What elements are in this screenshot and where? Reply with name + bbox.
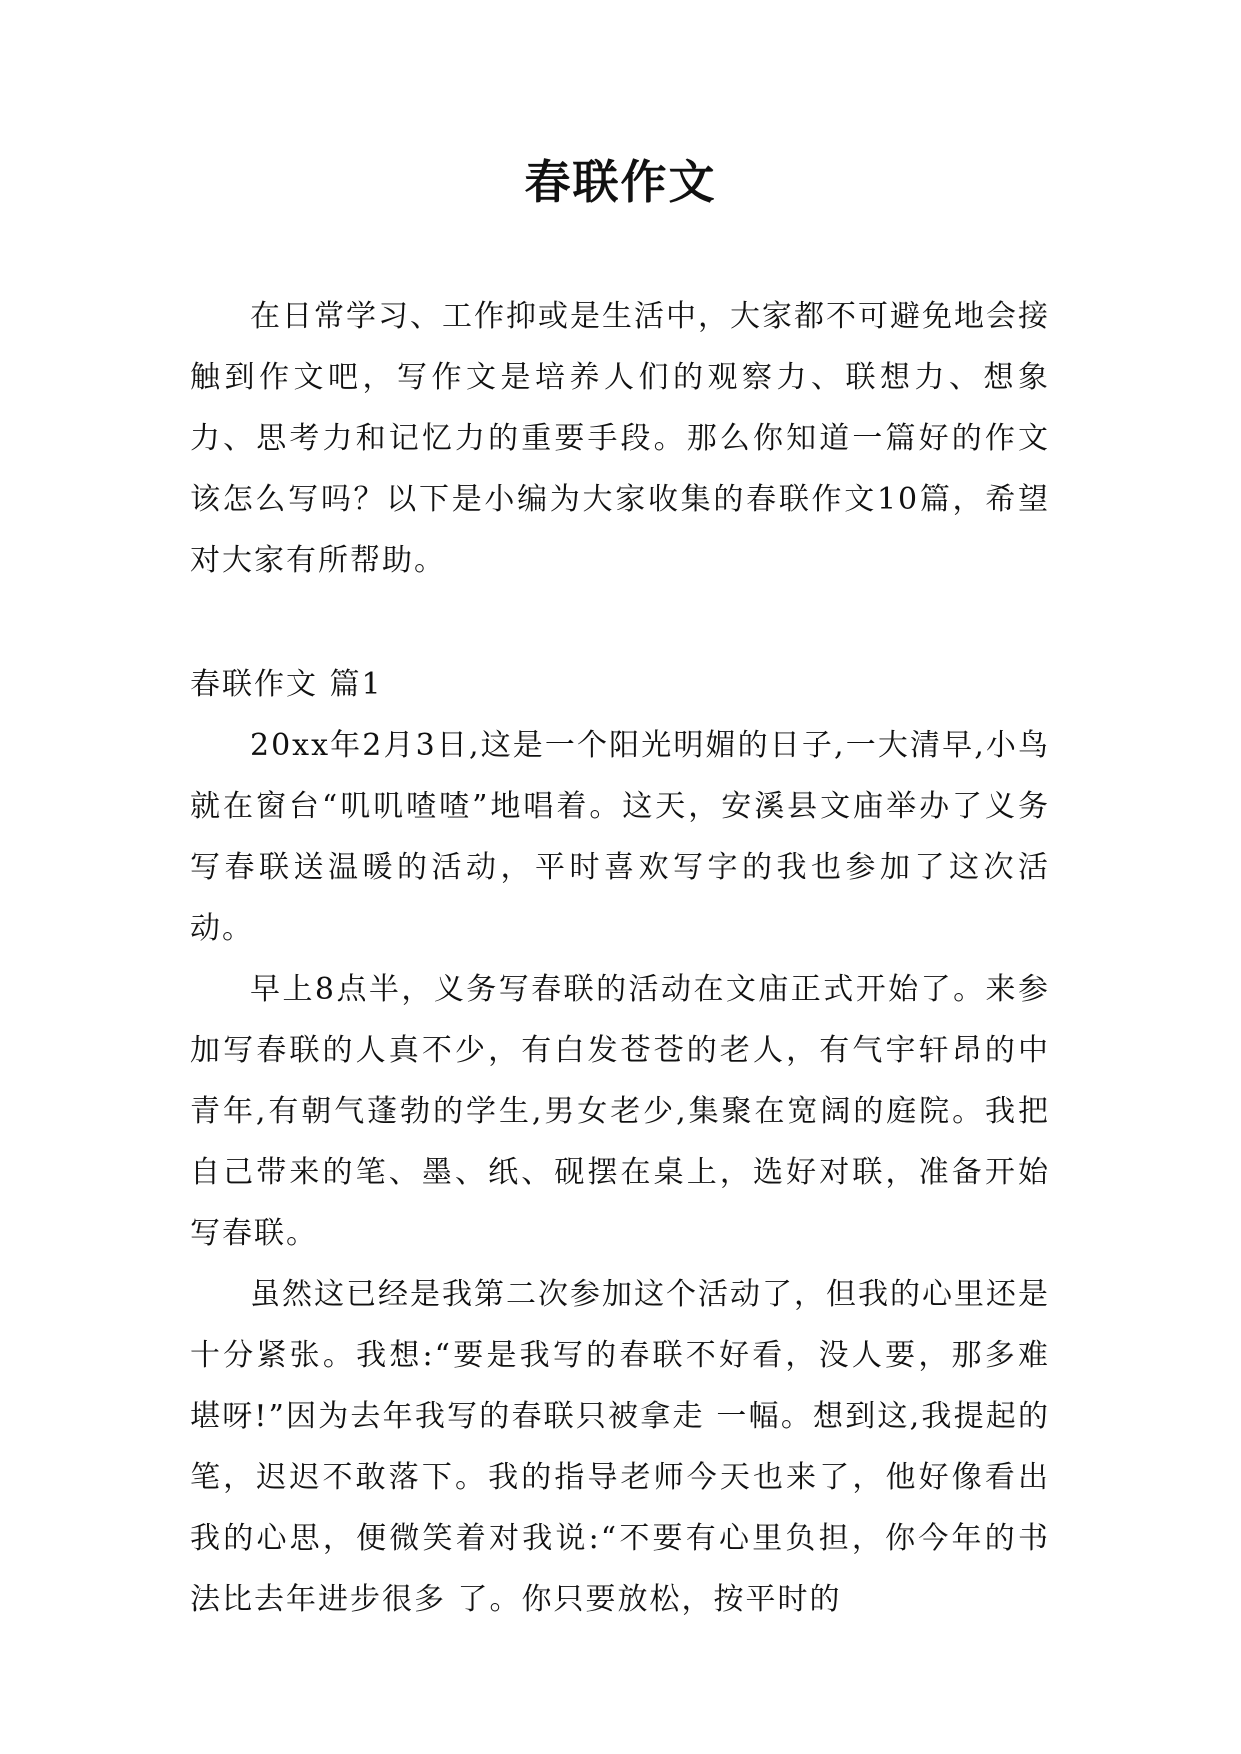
document-title: 春联作文 xyxy=(524,155,717,209)
document-body xyxy=(190,286,1050,1630)
body-paragraph-3: 虽然这已经是我第二次参加这个活动了，但我的心里还是十分紧张。我想:“要是我写的春联不好看，没人要，那多难堪呀!”因为去年我写的春联只被拿走 一幅。想到这,我提起的笔，迟迟不敢落下。我的指导老师今天也来了，他好像看出我的心思，便微笑着对我说:“不要有心里负担，你今年的书法比去年进步很多 了。你只要放松，按平时的 xyxy=(190,1277,1050,1617)
intro-paragraph: 在日常学习、工作抑或是生活中，大家都不可避免地会接触到作文吧，写作文是培养人们的观察力、联想力、想象力、思考力和记忆力的重要手段。那么你知道一篇好的作文该怎么写吗？以下是小编为大家收集的春联作文10篇，希望对大家有所帮助。 xyxy=(190,299,1050,578)
body-paragraph-2: 早上8点半，义务写春联的活动在文庙正式开始了。来参加写春联的人真不少，有白发苍苍的老人，有气宇轩昂的中青年,有朝气蓬勃的学生,男女老少,集聚在宽阔的庭院。我把自己带来的笔、墨、纸、砚摆在桌上，选好对联，准备开始写春联。 xyxy=(190,972,1050,1251)
body-paragraph-1: 20xx年2月3日,这是一个阳光明媚的日子,一大清早,小鸟就在窗台“叽叽喳喳”地唱着。这天，安溪县文庙举办了义务写春联送温暖的活动，平时喜欢写字的我也参加了这次活动。 xyxy=(190,728,1050,946)
section-heading: 春联作文 篇1 xyxy=(190,667,383,702)
paragraph-spacer xyxy=(190,591,1050,654)
